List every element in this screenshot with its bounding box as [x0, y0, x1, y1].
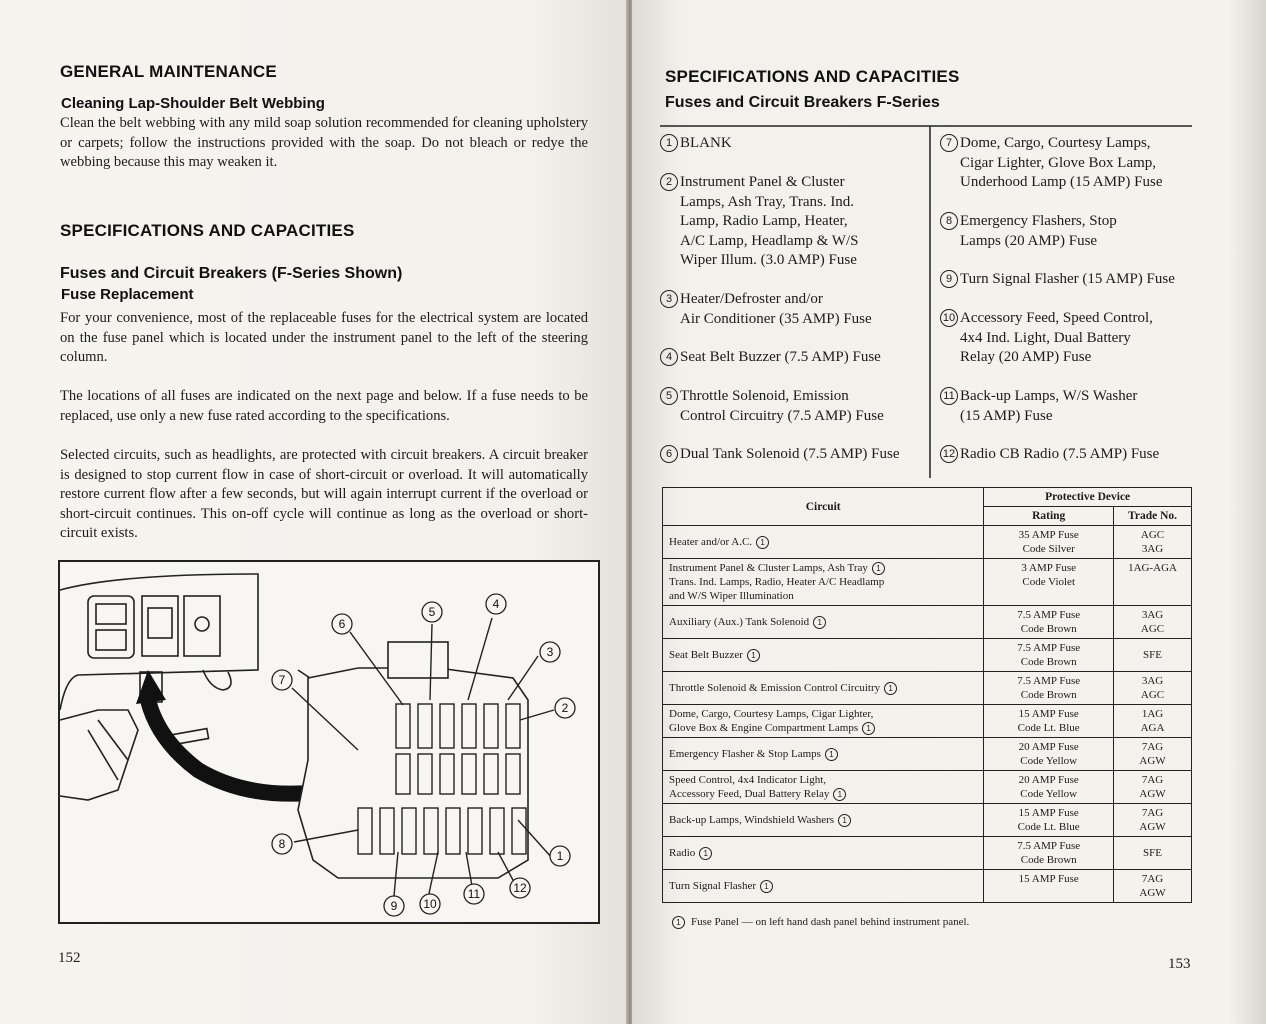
fuse-number-badge: 12 — [940, 445, 958, 463]
svg-text:2: 2 — [561, 701, 569, 715]
table-row: Throttle Solenoid & Emission Control Circuitry 1 7.5 AMP Fuse Code Brown 3AG AGC — [663, 672, 1192, 705]
fuse-number-badge: 1 — [660, 134, 678, 152]
heading-specifications-right: SPECIFICATIONS AND CAPACITIES — [665, 67, 960, 86]
fuse-item-8: 8 Emergency Flashers, Stop Lamps (20 AMP) Fuse — [940, 212, 1117, 251]
svg-text:8: 8 — [278, 837, 286, 851]
table-row: Heater and/or A.C. 1 35 AMP Fuse Code Silver AGC 3AG — [663, 526, 1192, 559]
fuse-number-badge: 8 — [940, 212, 958, 230]
fuse-panel-marker: 1 — [699, 847, 712, 860]
header-rating: Rating — [984, 507, 1114, 526]
fuse-number-badge: 7 — [940, 134, 958, 152]
fuse-item-12: 12 Radio CB Radio (7.5 AMP) Fuse — [940, 445, 1159, 465]
fuse-panel-marker: 1 — [672, 916, 685, 929]
fuse-number-badge: 11 — [940, 387, 958, 405]
header-circuit: Circuit — [663, 488, 984, 526]
fuse-panel-marker: 1 — [862, 722, 875, 735]
fuse-panel-marker: 1 — [884, 682, 897, 695]
svg-text:9: 9 — [390, 899, 398, 913]
fuse-number-badge: 9 — [940, 270, 958, 288]
callout-4 — [486, 594, 506, 614]
fuse-panel-marker: 1 — [838, 814, 851, 827]
callout-7 — [272, 670, 292, 690]
fuse-item-5: 5 Throttle Solenoid, Emission Control Circuitry (7.5 AMP) Fuse — [660, 387, 884, 426]
table-footnote: 1 Fuse Panel — on left hand dash panel behind instrument panel. — [672, 916, 969, 929]
fuse-item-3: 3 Heater/Defroster and/or Air Conditioner (35 AMP) Fuse — [660, 290, 872, 329]
fuse-panel-marker: 1 — [760, 880, 773, 893]
callout-12 — [510, 878, 530, 898]
callout-9 — [384, 896, 404, 916]
svg-text:6: 6 — [338, 617, 346, 631]
fuse-paragraph-2: The locations of all fuses are indicated on the next page and below. If a fuse needs to be replaced, use only a new fuse rated according to the specifications. — [60, 388, 588, 424]
svg-text:11: 11 — [467, 887, 481, 901]
header-protective-device: Protective Device — [984, 488, 1192, 507]
table-row: Turn Signal Flasher 1 15 AMP Fuse 7AG AGW — [663, 870, 1192, 903]
fuse-item-6: 6 Dual Tank Solenoid (7.5 AMP) Fuse — [660, 445, 900, 465]
fuse-panel-marker: 1 — [747, 649, 760, 662]
protective-device-table — [662, 487, 1192, 903]
svg-text:10: 10 — [423, 897, 437, 911]
callout-1 — [550, 846, 570, 866]
callout-6 — [332, 614, 352, 634]
fuse-item-2: 2 Instrument Panel & Cluster Lamps, Ash Tray, Trans. Ind. Lamp, Radio Lamp, Heater, A/C Lamp, Headlamp & W/S Wiper Illum. (3.0 AMP) Fuse — [660, 173, 858, 271]
table-row: Back-up Lamps, Windshield Washers 1 15 AMP Fuse Code Lt. Blue 7AG AGW — [663, 804, 1192, 837]
heading-fuse-replacement: Fuse Replacement — [61, 286, 194, 303]
svg-text:7: 7 — [278, 673, 286, 687]
fuse-item-11: 11 Back-up Lamps, W/S Washer (15 AMP) Fuse — [940, 387, 1137, 426]
left-page — [0, 0, 628, 1024]
fuse-item-4: 4 Seat Belt Buzzer (7.5 AMP) Fuse — [660, 348, 881, 368]
table-row: Speed Control, 4x4 Indicator Light, Accessory Feed, Dual Battery Relay 1 20 AMP Fuse Code Yellow 7AG AGW — [663, 771, 1192, 804]
cleaning-paragraph: Clean the belt webbing with any mild soap solution recommended for cleaning upholstery or carpets; follow the instructions provided with the soap. Do not bleach or redye the webbing because this may weaken it. — [60, 115, 588, 171]
callout-11 — [464, 884, 484, 904]
svg-text:1: 1 — [556, 849, 564, 863]
fuse-number-badge: 2 — [660, 173, 678, 191]
table-header-row — [663, 488, 1192, 507]
fuse-panel-marker: 1 — [833, 788, 846, 801]
table-row: Radio 1 7.5 AMP Fuse Code Brown SFE — [663, 837, 1192, 870]
callout-5 — [422, 602, 442, 622]
fuse-number-badge: 5 — [660, 387, 678, 405]
table-row: Seat Belt Buzzer 1 7.5 AMP Fuse Code Brown SFE — [663, 639, 1192, 672]
table-row: Instrument Panel & Cluster Lamps, Ash Tray 1 Trans. Ind. Lamps, Radio, Heater A/C Headlamp and W/S Wiper Illumination 3 AMP Fuse Code Violet 1AG-AGA — [663, 559, 1192, 606]
fuse-panel-diagram — [58, 560, 600, 924]
callout-3 — [540, 642, 560, 662]
callout-10 — [420, 894, 440, 914]
svg-text:5: 5 — [428, 605, 436, 619]
table-row: Emergency Flasher & Stop Lamps 1 20 AMP Fuse Code Yellow 7AG AGW — [663, 738, 1192, 771]
fuse-number-badge: 10 — [940, 309, 958, 327]
fuse-panel-marker: 1 — [872, 562, 885, 575]
fuse-number-badge: 3 — [660, 290, 678, 308]
fuse-panel-marker: 1 — [825, 748, 838, 761]
heading-fuses-circuit-breakers: Fuses and Circuit Breakers (F-Series Shown) — [60, 265, 403, 282]
fuse-item-9: 9 Turn Signal Flasher (15 AMP) Fuse — [940, 270, 1175, 290]
fuse-panel-marker: 1 — [756, 536, 769, 549]
svg-text:3: 3 — [546, 645, 554, 659]
callout-2 — [555, 698, 575, 718]
fuse-number-badge: 6 — [660, 445, 678, 463]
table-row: Dome, Cargo, Courtesy Lamps, Cigar Lighter, Glove Box & Engine Compartment Lamps 1 15 AMP Fuse Code Lt. Blue 1AG AGA — [663, 705, 1192, 738]
fuse-panel-marker: 1 — [813, 616, 826, 629]
heading-specifications-left: SPECIFICATIONS AND CAPACITIES — [60, 221, 355, 240]
fuse-paragraph-3: Selected circuits, such as headlights, are protected with circuit breakers. A circuit breaker is designed to stop current flow in case of short-circuit or overload. It will automatically restore current flow after a few seconds, but will again interrupt current if the overload or short-circuit continues. This on-off cycle will continue as long as the overload or short-circuit exists. — [60, 447, 588, 542]
svg-text:4: 4 — [492, 597, 500, 611]
heading-fuses-f-series: Fuses and Circuit Breakers F-Series — [665, 94, 940, 111]
header-trade-no: Trade No. — [1114, 507, 1192, 526]
table-row: Auxiliary (Aux.) Tank Solenoid 1 7.5 AMP Fuse Code Brown 3AG AGC — [663, 606, 1192, 639]
fuse-item-7: 7 Dome, Cargo, Courtesy Lamps, Cigar Lighter, Glove Box Lamp, Underhood Lamp (15 AMP) Fuse — [940, 134, 1163, 193]
heading-general-maintenance: GENERAL MAINTENANCE — [60, 62, 277, 81]
heading-cleaning-webbing: Cleaning Lap-Shoulder Belt Webbing — [61, 95, 325, 112]
svg-text:12: 12 — [513, 881, 527, 895]
page-number-left: 152 — [58, 950, 81, 966]
fuse-number-badge: 4 — [660, 348, 678, 366]
fuse-item-1: 1 BLANK — [660, 134, 732, 154]
fuse-item-10: 10 Accessory Feed, Speed Control, 4x4 Ind. Light, Dual Battery Relay (20 AMP) Fuse — [940, 309, 1153, 368]
callout-8 — [272, 834, 292, 854]
fuse-block — [298, 642, 528, 878]
fuse-paragraph-1: For your convenience, most of the replaceable fuses for the electrical system are located on the fuse panel which is located under the instrument panel to the left of the steering column. — [60, 310, 588, 366]
page-number-right: 153 — [1168, 956, 1191, 972]
